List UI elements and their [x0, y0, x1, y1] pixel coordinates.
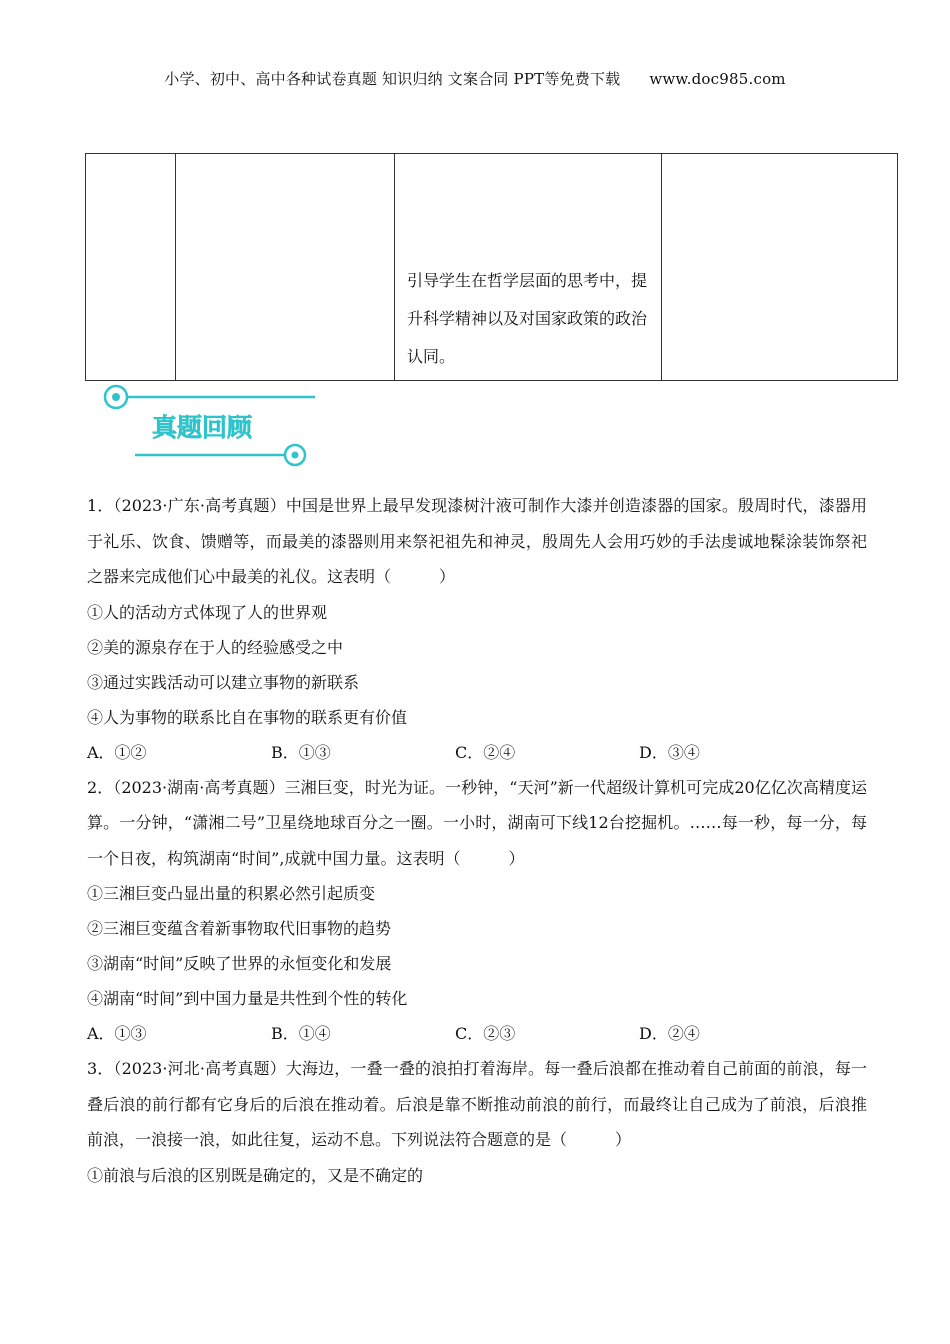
question-list [87, 488, 867, 1193]
choice-b: B．①③ [271, 742, 331, 762]
option-statement: ④人为事物的联系比自在事物的联系更有价值 [87, 707, 408, 727]
option-statement: ④湖南“时间”到中国力量是共性到个性的转化 [87, 989, 408, 1008]
header-text: 小学、初中、高中各种试卷真题 知识归纳 文案合同 PPT等免费下载 [164, 70, 621, 88]
option-statement: ①前浪与后浪的区别既是确定的，又是不确定的 [87, 1165, 424, 1185]
table-cell-4 [662, 154, 898, 381]
choice-c: C．②③ [455, 1024, 516, 1043]
header-site: www.doc985.com [649, 70, 786, 88]
table-cell-2 [176, 154, 395, 381]
question-2 [87, 770, 867, 1052]
choice-b: B．①④ [271, 1024, 331, 1043]
option-statement: ①三湘巨变凸显出量的积累必然引起质变 [87, 884, 376, 903]
question-stem: 2．（2023·湖南·高考真题）三湘巨变，时光为证。一秒钟，“天河”新一代超级计算机可完成20亿亿次高精度运算。一分钟，“潇湘二号”卫星绕地球百分之一圈。一小时，湖南可下线12台挖掘机。……每一秒，每一分，每一个日夜，构筑湖南“时间”,成就中国力量。这表明（ ） [87, 777, 867, 868]
option-statement: ①人的活动方式体现了人的世界观 [87, 602, 328, 622]
banner-graphic [100, 384, 315, 470]
option-statement: ③湖南“时间”反映了世界的永恒变化和发展 [87, 954, 392, 973]
option-statement: ②美的源泉存在于人的经验感受之中 [87, 637, 344, 657]
section-title: 真题回顾 [152, 413, 253, 442]
choice-c: C．②④ [455, 742, 516, 762]
lesson-plan-table [85, 153, 898, 381]
choice-a: A．①③ [87, 1024, 147, 1043]
choice-d: D．②④ [639, 1024, 700, 1043]
question-1 [87, 488, 867, 770]
page-header [0, 68, 950, 89]
choice-a: A．①② [87, 742, 147, 762]
option-statement: ②三湘巨变蕴含着新事物取代旧事物的趋势 [87, 919, 392, 938]
section-banner [100, 384, 315, 470]
choice-d: D．③④ [639, 742, 700, 762]
option-statement: ③通过实践活动可以建立事物的新联系 [87, 672, 360, 692]
question-3 [87, 1051, 867, 1193]
question-stem: 3．（2023·河北·高考真题）大海边，一叠一叠的浪拍打着海岸。每一叠后浪都在推动着自己前面的前浪，每一叠后浪的前行都有它身后的后浪在推动着。后浪是靠不断推动前浪的前行，而最终让自己成为了前浪，后浪推前浪，一浪接一浪，如此往复，运动不息。下列说法符合题意的是（ ） [87, 1059, 867, 1149]
answer-choices [87, 735, 867, 770]
table-cell-3 [395, 154, 662, 381]
answer-choices [87, 1016, 867, 1051]
table-cell-1 [86, 154, 176, 381]
question-stem: 1．（2023·广东·高考真题）中国是世界上最早发现漆树汁液可制作大漆并创造漆器的国家。殷周时代，漆器用于礼乐、饮食、馈赠等，而最美的漆器则用来祭祀祖先和神灵，殷周先人会用巧妙的手法虔诚地髹涂装饰祭祀之器来完成他们心中最美的礼仪。这表明（ ） [87, 496, 867, 586]
table-cell-text: 引导学生在哲学层面的思考中，提升科学精神以及对国家政策的政治认同。 [407, 271, 648, 366]
